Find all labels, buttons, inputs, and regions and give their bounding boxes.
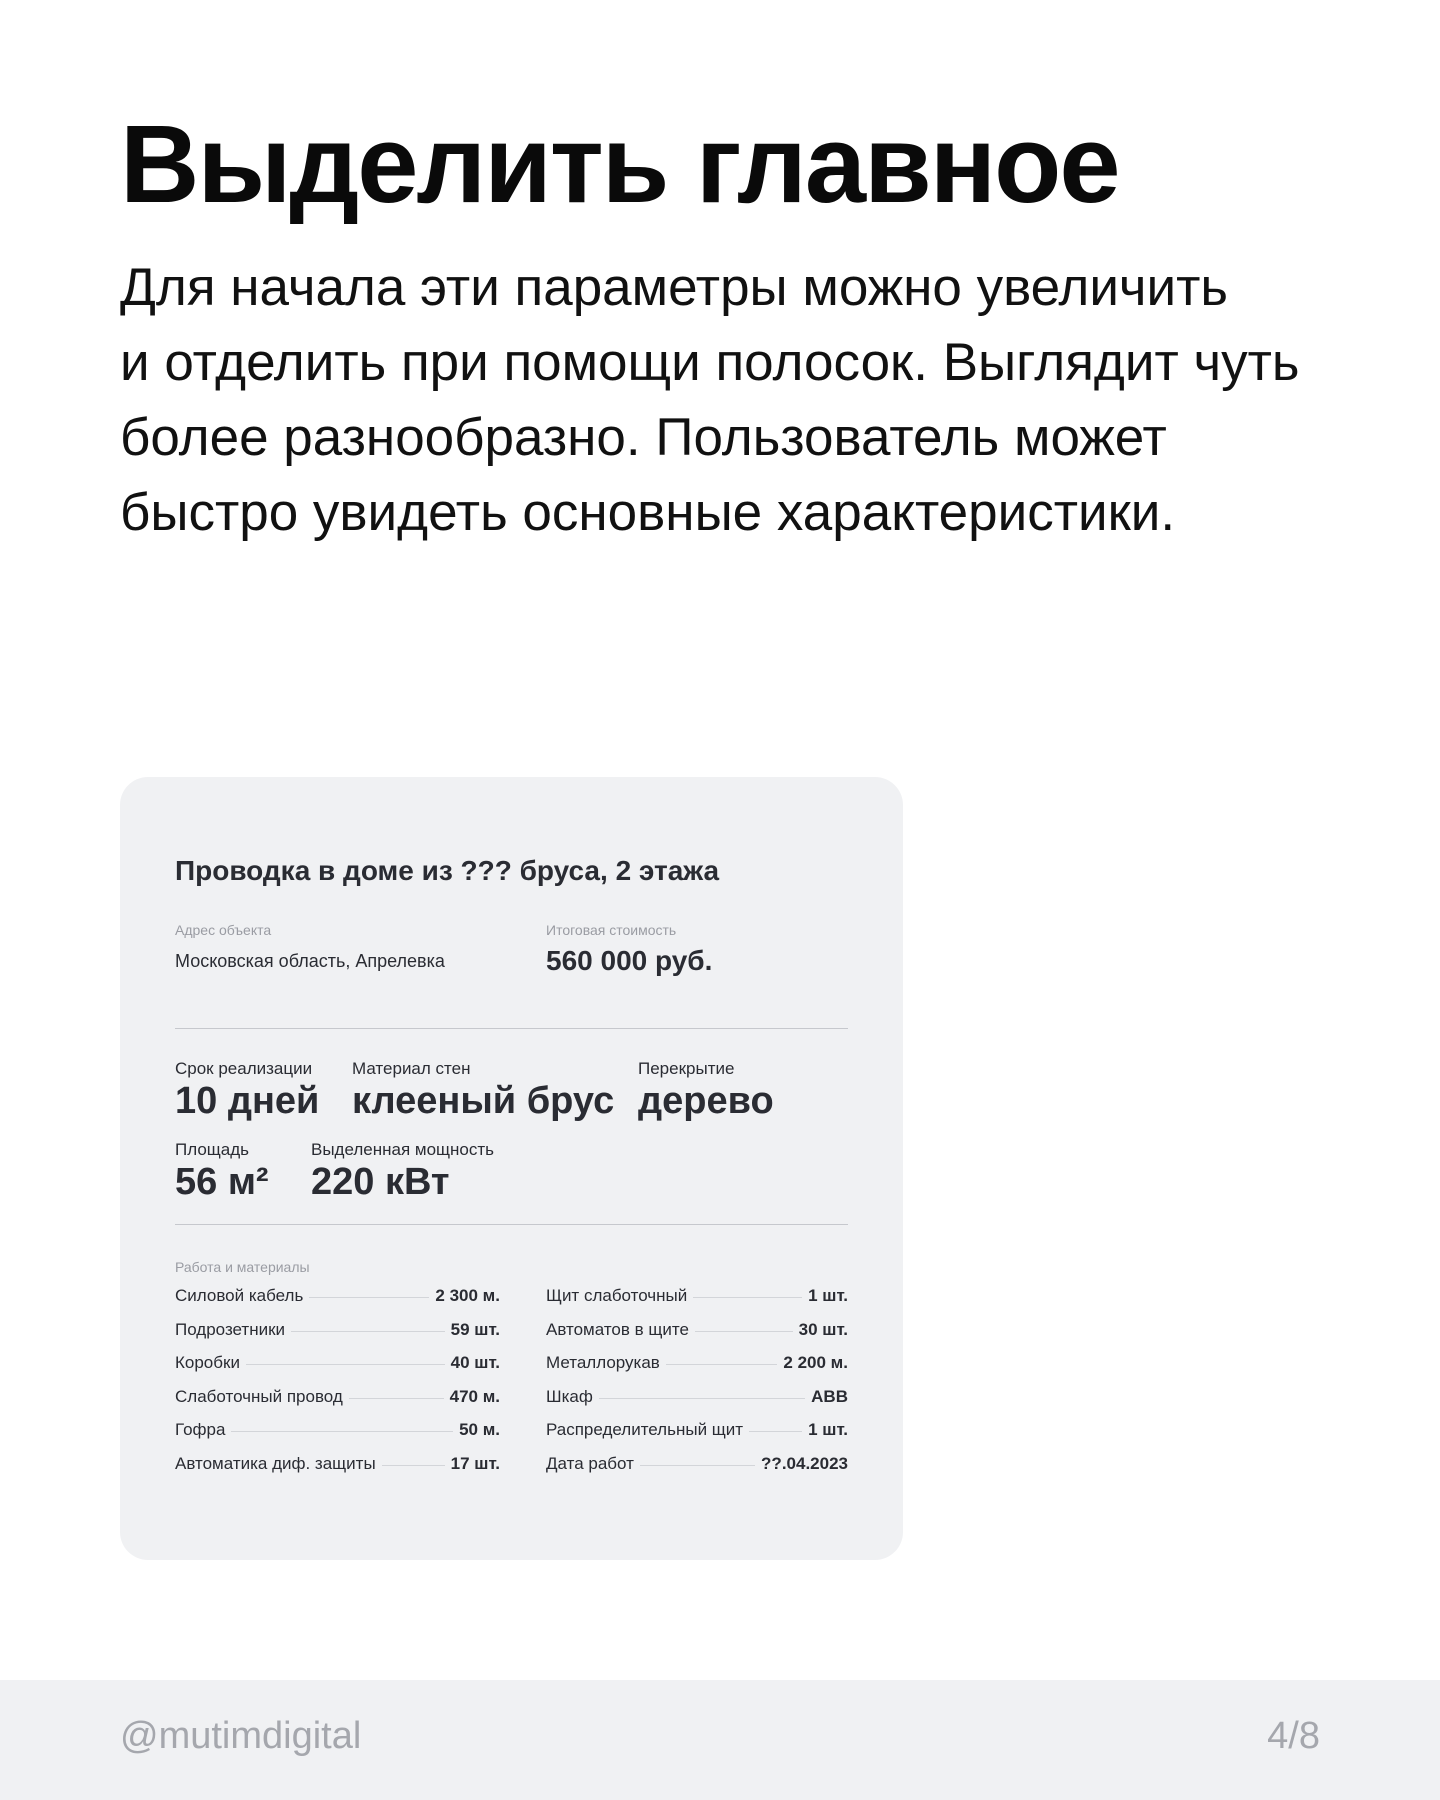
divider (175, 1224, 848, 1225)
materials-row (175, 1454, 500, 1488)
material-name: Коробки (175, 1353, 240, 1372)
materials-row (175, 1320, 500, 1354)
param-value: дерево (638, 1080, 774, 1122)
param-label: Срок реализации (175, 1059, 313, 1078)
material-name: Слаботочный провод (175, 1386, 343, 1406)
param-label: Площадь (175, 1140, 250, 1159)
materials-row (546, 1286, 848, 1320)
material-name: Щит слаботочный (546, 1286, 688, 1305)
material-qty: 30 шт. (798, 1319, 848, 1339)
materials-row (175, 1353, 500, 1387)
intro-line: Для начала эти параметры можно увеличить (120, 258, 1229, 317)
page-indicator: 4/8 (1267, 1715, 1320, 1757)
leader-line (309, 1297, 429, 1298)
material-name: Подрозетники (175, 1319, 286, 1339)
material-name: Шкаф (546, 1386, 593, 1406)
divider (175, 1028, 848, 1029)
footer-bar (0, 1680, 1440, 1800)
param-floor (638, 1059, 774, 1123)
param-duration (175, 1059, 319, 1123)
material-qty: ??.04.2023 (761, 1453, 848, 1473)
intro-line: и отделить при помощи полосок. Выглядит чуть (120, 333, 1300, 392)
param-power (311, 1140, 494, 1204)
material-name: Распределительный щит (546, 1420, 744, 1439)
leader-line (231, 1431, 453, 1432)
leader-line (349, 1398, 444, 1399)
leader-line (599, 1398, 805, 1399)
materials-row (546, 1353, 848, 1387)
materials-label: Работа и материалы (175, 1259, 310, 1275)
total-cost-label: Итоговая стоимость (546, 922, 677, 938)
intro-line: быстро увидеть основные характеристики. (120, 483, 1176, 542)
param-label: Материал стен (352, 1059, 471, 1078)
address-value: Московская область, Апрелевка (175, 951, 445, 971)
material-qty: 1 шт. (808, 1286, 848, 1305)
material-qty: 2 200 м. (783, 1353, 848, 1372)
intro-paragraph (120, 250, 1340, 550)
page-headline: Выделить главное (120, 103, 1119, 226)
material-qty: 1 шт. (808, 1420, 848, 1439)
material-name: Автоматов в щите (546, 1319, 689, 1339)
material-name: Металлорукав (546, 1353, 660, 1372)
leader-line (695, 1331, 793, 1332)
leader-line (749, 1431, 802, 1432)
materials-row (175, 1286, 500, 1320)
param-area (175, 1140, 269, 1204)
materials-row (546, 1454, 848, 1488)
materials-list-right (546, 1286, 848, 1487)
materials-row (546, 1420, 848, 1454)
leader-line (246, 1364, 445, 1365)
param-value: 10 дней (175, 1080, 320, 1122)
material-qty: 59 шт. (450, 1319, 500, 1339)
leader-line (291, 1331, 445, 1332)
material-name: Гофра (175, 1420, 226, 1439)
param-value: 56 м² (175, 1161, 269, 1203)
param-label: Перекрытие (638, 1059, 735, 1078)
material-qty: 2 300 м. (435, 1286, 500, 1305)
materials-row (175, 1420, 500, 1454)
materials-list-left (175, 1286, 500, 1487)
leader-line (666, 1364, 778, 1365)
param-value: клееный брус (352, 1080, 615, 1122)
author-handle: @mutimdigital (120, 1715, 362, 1757)
material-qty: ABB (811, 1386, 848, 1406)
material-name: Силовой кабель (175, 1286, 304, 1305)
project-title: Проводка в доме из ??? бруса, 2 этажа (175, 855, 720, 886)
material-qty: 40 шт. (450, 1353, 500, 1372)
param-wall-material (352, 1059, 614, 1123)
param-value: 220 кВт (311, 1161, 450, 1203)
material-qty: 50 м. (459, 1420, 500, 1439)
material-qty: 17 шт. (450, 1453, 500, 1473)
materials-row (175, 1387, 500, 1421)
material-name: Дата работ (546, 1453, 634, 1473)
intro-line: более разнообразно. Пользователь может (120, 408, 1167, 467)
total-cost-value: 560 000 руб. (546, 945, 713, 976)
material-qty: 470 м. (449, 1386, 500, 1406)
material-name: Автоматика диф. защиты (175, 1453, 376, 1473)
leader-line (693, 1297, 802, 1298)
param-label: Выделенная мощность (311, 1140, 495, 1159)
materials-row (546, 1320, 848, 1354)
project-card (120, 777, 903, 1560)
leader-line (382, 1465, 445, 1466)
leader-line (640, 1465, 755, 1466)
materials-row (546, 1387, 848, 1421)
address-label: Адрес объекта (175, 922, 272, 938)
